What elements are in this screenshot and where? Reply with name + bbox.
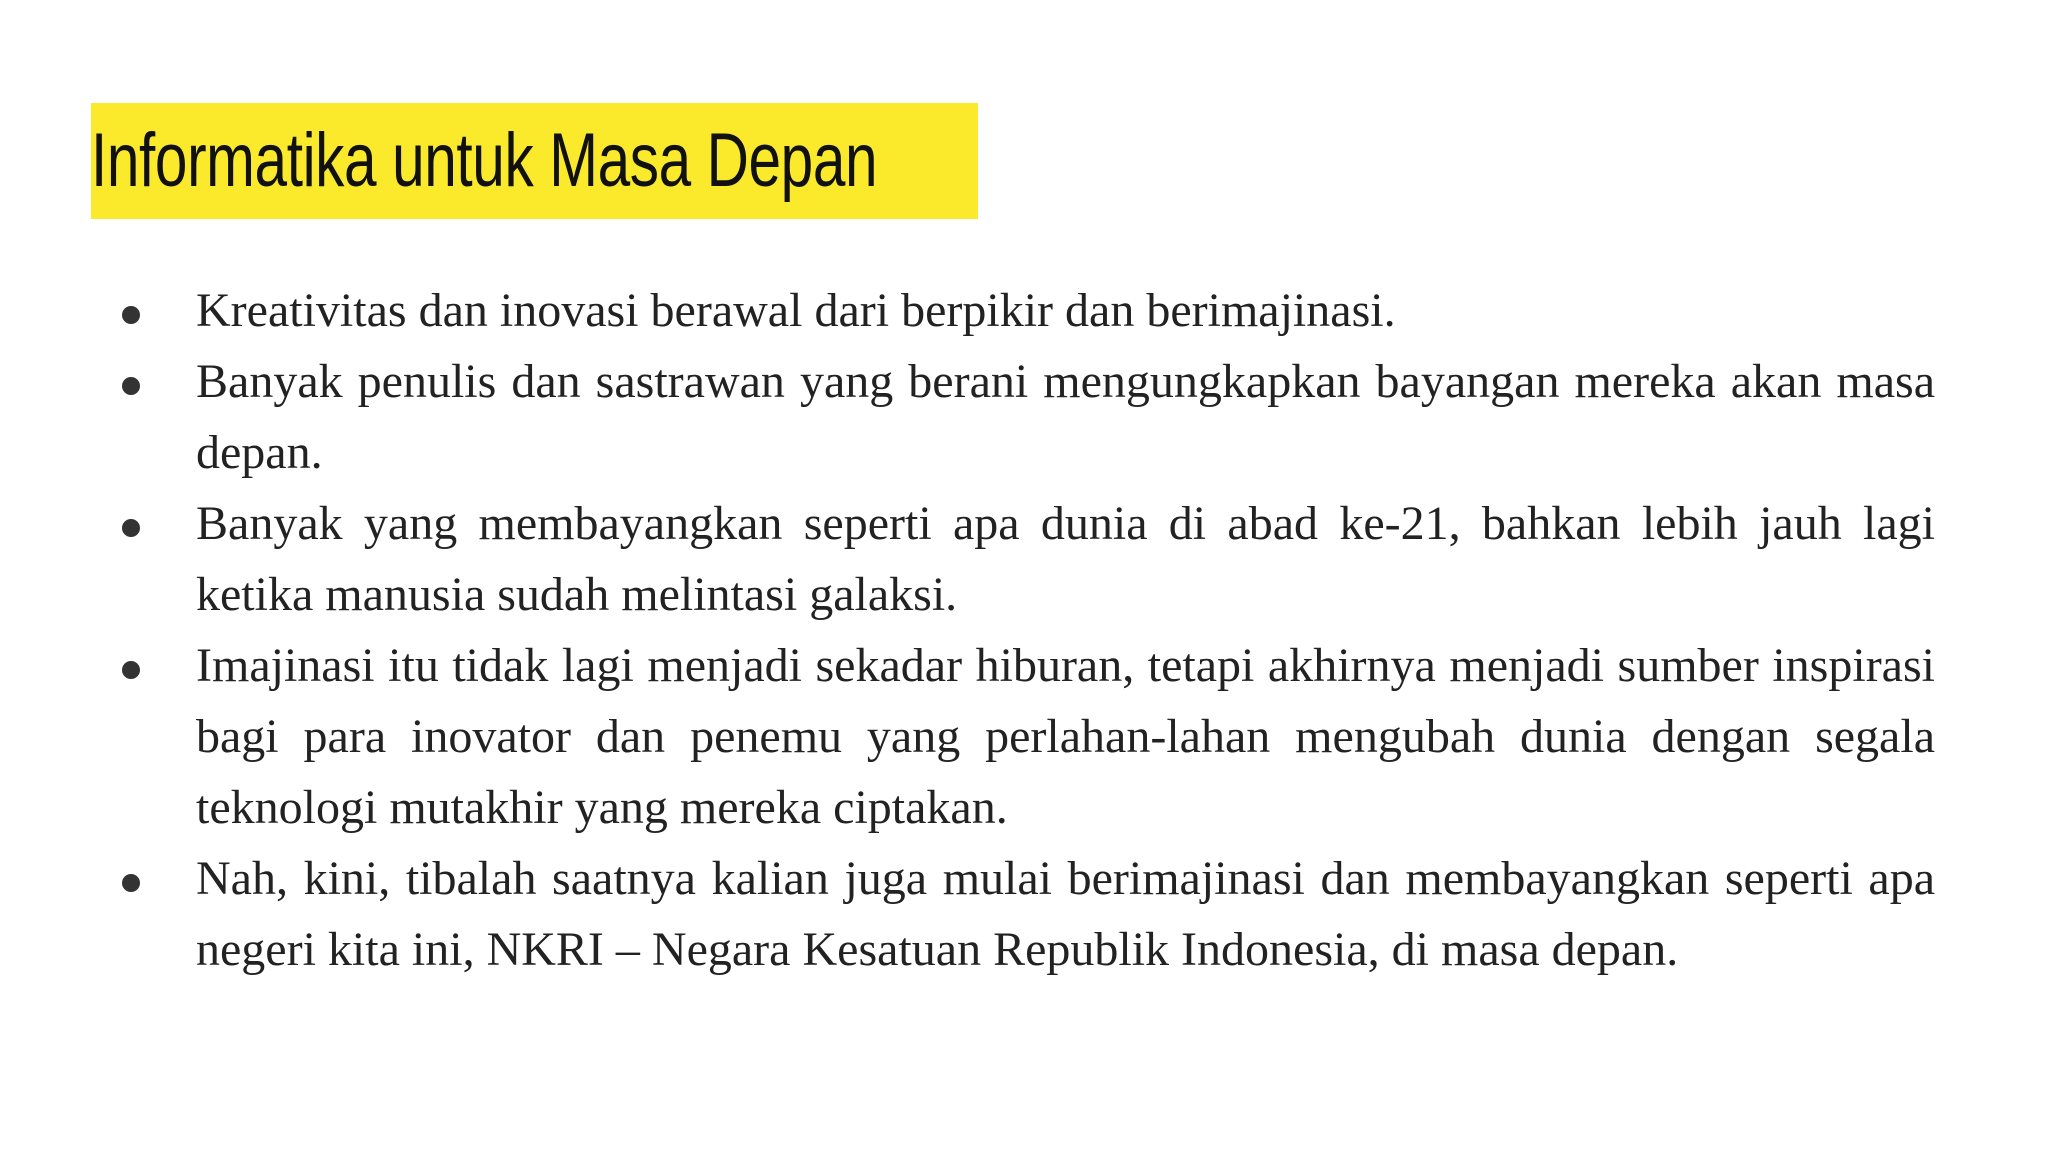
bullet-item (115, 346, 1935, 488)
bullet-dot-icon (122, 377, 140, 395)
bullet-item (115, 275, 1935, 346)
bullet-list (115, 275, 1935, 985)
bullet-text: Kreativitas dan inovasi berawal dari berpikir dan berimajinasi. (196, 284, 1396, 337)
bullet-item (115, 630, 1935, 843)
bullet-text: Nah, kini, tibalah saatnya kalian juga mulai berimajinasi dan membayangkan seperti apa negeri kita ini, NKRI – Negara Kesatuan Republik Indonesia, di masa depan. (196, 852, 1935, 976)
bullet-dot-icon (122, 661, 140, 679)
bullet-text: Banyak penulis dan sastrawan yang berani mengungkapkan bayangan mereka akan masa depan. (196, 355, 1935, 479)
title-highlight (91, 103, 978, 219)
bullet-dot-icon (122, 306, 140, 324)
bullet-item (115, 488, 1935, 630)
bullet-dot-icon (122, 519, 140, 537)
bullet-text: Banyak yang membayangkan seperti apa dunia di abad ke-21, bahkan lebih jauh lagi ketika manusia sudah melintasi galaksi. (196, 497, 1935, 621)
bullet-dot-icon (122, 874, 140, 892)
bullet-text: Imajinasi itu tidak lagi menjadi sekadar hiburan, tetapi akhirnya menjadi sumber inspirasi bagi para inovator dan penemu yang perlahan-lahan mengubah dunia dengan segala teknologi mutakhir yang mereka ciptakan. (196, 639, 1935, 834)
bullet-item (115, 843, 1935, 985)
slide-title: Informatika untuk Masa Depan (91, 118, 878, 203)
